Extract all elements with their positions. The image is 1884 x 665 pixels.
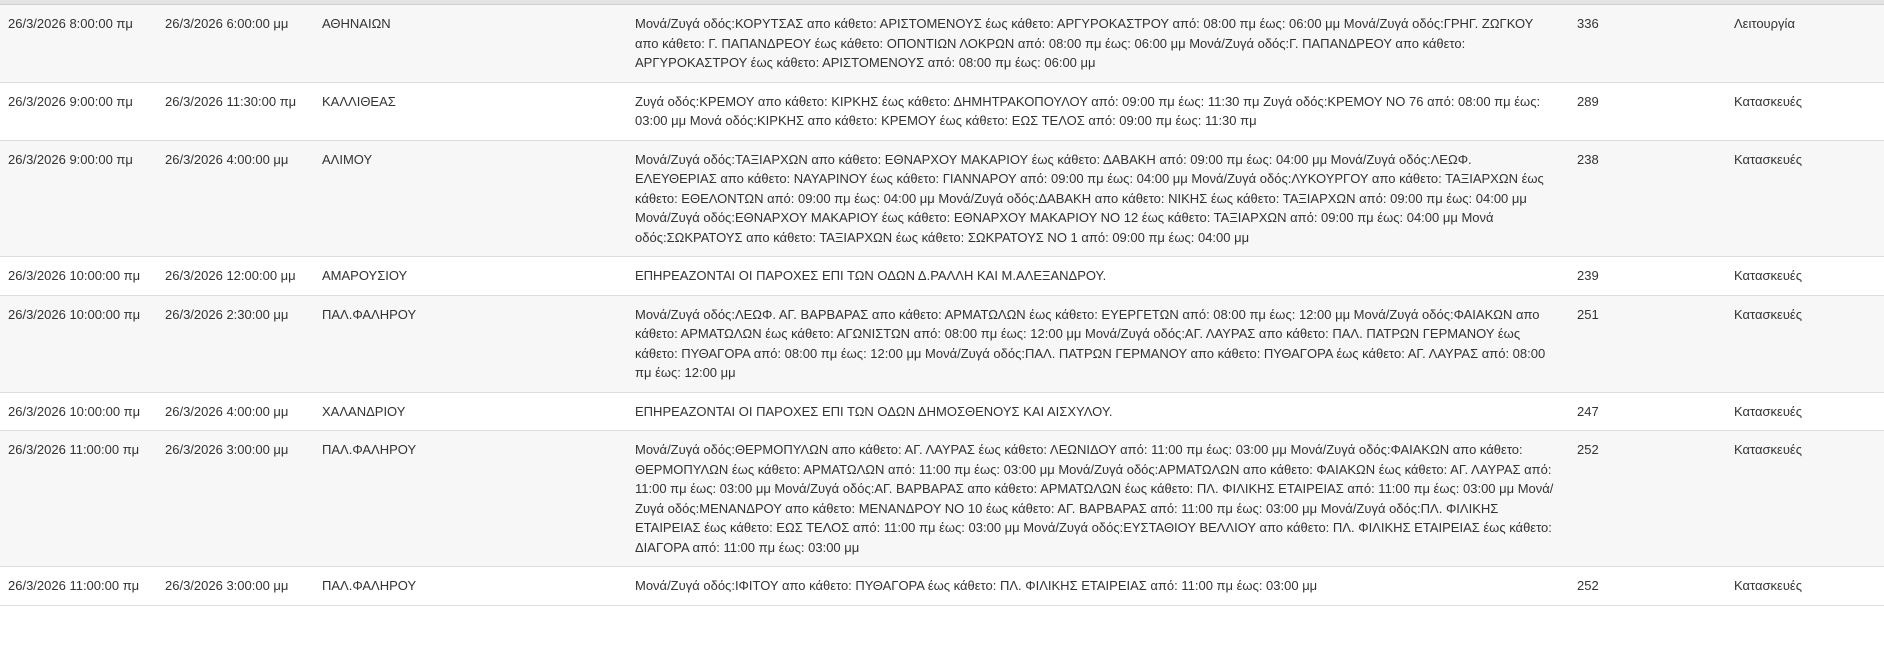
- cell-work-type: Κατασκευές: [1726, 140, 1884, 257]
- cell-start-datetime: 26/3/2026 10:00:00 πμ: [0, 392, 157, 431]
- cell-end-datetime: 26/3/2026 4:00:00 μμ: [157, 140, 314, 257]
- cell-municipality: ΠΑΛ.ΦΑΛΗΡΟΥ: [314, 295, 627, 392]
- table-row: [0, 392, 1884, 431]
- table-row: [0, 82, 1884, 140]
- table-row: [0, 431, 1884, 567]
- cell-announcement-number: 247: [1569, 392, 1726, 431]
- cell-end-datetime: 26/3/2026 6:00:00 μμ: [157, 5, 314, 82]
- table-row: [0, 567, 1884, 606]
- cell-affected-streets: Μονά/Ζυγά οδός:ΘΕΡΜΟΠΥΛΩΝ απο κάθετο: ΑΓ. ΛΑΥΡΑΣ έως κάθετο: ΛΕΩΝΙΔΟΥ από: 11:00 πμ έως: 03:00 μμ Μονά/Ζυγά οδός:ΦΑΙΑΚΩΝ απο κάθετο: ΘΕΡΜΟΠΥΛΩΝ έως κάθετο: ΑΡΜΑΤΩΛΩΝ από: 11:00 πμ έως: 03:00 μμ Μονά/Ζυγά οδός:ΑΡΜΑΤΩΛΩΝ απο κάθετο: ΦΑΙΑΚΩΝ έως κάθετο: ΑΓ. ΛΑΥΡΑΣ από: 11:00 πμ έως: 03:00 μμ Μονά/Ζυγά οδός:ΑΓ. ΒΑΡΒΑΡΑΣ απο κάθετο: ΑΡΜΑΤΩΛΩΝ έως κάθετο: ΠΛ. ΦΙΛΙΚΗΣ ΕΤΑΙΡΕΙΑΣ από: 11:00 πμ έως: 03:00 μμ Μονά/Ζυγά οδός:ΜΕΝΑΝΔΡΟΥ απο κάθετο: ΜΕΝΑΝΔΡΟΥ ΝΟ 10 έως κάθετο: ΑΓ. ΒΑΡΒΑΡΑΣ από: 11:00 πμ έως: 03:00 μμ Μονά/Ζυγά οδός:ΠΛ. ΦΙΛΙΚΗΣ ΕΤΑΙΡΕΙΑΣ έως κάθετο: ΕΩΣ ΤΕΛΟΣ από: 11:00 πμ έως: 03:00 μμ Μονά/Ζυγά οδός:ΕΥΣΤΑΘΙΟΥ ΒΕΛΛΙΟΥ απο κάθετο: ΠΛ. ΦΙΛΙΚΗΣ ΕΤΑΙΡΕΙΑΣ έως κάθετο: ΔΙΑΓΟΡΑ από: 11:00 πμ έως: 03:00 μμ: [627, 431, 1569, 567]
- cell-municipality: ΑΛΙΜΟΥ: [314, 140, 627, 257]
- cell-work-type: Κατασκευές: [1726, 295, 1884, 392]
- cell-announcement-number: 252: [1569, 567, 1726, 606]
- cell-announcement-number: 252: [1569, 431, 1726, 567]
- cell-start-datetime: 26/3/2026 9:00:00 πμ: [0, 140, 157, 257]
- cell-start-datetime: 26/3/2026 8:00:00 πμ: [0, 5, 157, 82]
- table-row: [0, 295, 1884, 392]
- cell-end-datetime: 26/3/2026 2:30:00 μμ: [157, 295, 314, 392]
- cell-announcement-number: 289: [1569, 82, 1726, 140]
- outages-table-body: [0, 5, 1884, 605]
- cell-affected-streets: Ζυγά οδός:ΚΡΕΜΟΥ απο κάθετο: ΚΙΡΚΗΣ έως κάθετο: ΔΗΜΗΤΡΑΚΟΠΟΥΛΟΥ από: 09:00 πμ έως: 11:30 πμ Ζυγά οδός:ΚΡΕΜΟΥ ΝΟ 76 από: 08:00 πμ έως: 03:00 μμ Μονά οδός:ΚΙΡΚΗΣ απο κάθετο: ΚΡΕΜΟΥ έως κάθετο: ΕΩΣ ΤΕΛΟΣ από: 09:00 πμ έως: 11:30 πμ: [627, 82, 1569, 140]
- cell-municipality: ΑΜΑΡΟΥΣΙΟΥ: [314, 257, 627, 296]
- cell-municipality: ΠΑΛ.ΦΑΛΗΡΟΥ: [314, 567, 627, 606]
- cell-work-type: Λειτουργία: [1726, 5, 1884, 82]
- cell-start-datetime: 26/3/2026 11:00:00 πμ: [0, 431, 157, 567]
- cell-affected-streets: Μονά/Ζυγά οδός:ΙΦΙΤΟΥ απο κάθετο: ΠΥΘΑΓΟΡΑ έως κάθετο: ΠΛ. ΦΙΛΙΚΗΣ ΕΤΑΙΡΕΙΑΣ από: 11:00 πμ έως: 03:00 μμ: [627, 567, 1569, 606]
- cell-announcement-number: 251: [1569, 295, 1726, 392]
- table-row: [0, 140, 1884, 257]
- cell-municipality: ΠΑΛ.ΦΑΛΗΡΟΥ: [314, 431, 627, 567]
- outages-table: [0, 5, 1884, 606]
- cell-affected-streets: Μονά/Ζυγά οδός:ΛΕΩΦ. ΑΓ. ΒΑΡΒΑΡΑΣ απο κάθετο: ΑΡΜΑΤΩΛΩΝ έως κάθετο: ΕΥΕΡΓΕΤΩΝ από: 08:00 πμ έως: 12:00 μμ Μονά/Ζυγά οδός:ΦΑΙΑΚΩΝ απο κάθετο: ΑΡΜΑΤΩΛΩΝ έως κάθετο: ΑΓΩΝΙΣΤΩΝ από: 08:00 πμ έως: 12:00 μμ Μονά/Ζυγά οδός:ΑΓ. ΛΑΥΡΑΣ απο κάθετο: ΠΑΛ. ΠΑΤΡΩΝ ΓΕΡΜΑΝΟΥ έως κάθετο: ΠΥΘΑΓΟΡΑ από: 08:00 πμ έως: 12:00 μμ Μονά/Ζυγά οδός:ΠΑΛ. ΠΑΤΡΩΝ ΓΕΡΜΑΝΟΥ απο κάθετο: ΠΥΘΑΓΟΡΑ έως κάθετο: ΑΓ. ΛΑΥΡΑΣ από: 08:00 πμ έως: 12:00 μμ: [627, 295, 1569, 392]
- cell-start-datetime: 26/3/2026 11:00:00 πμ: [0, 567, 157, 606]
- cell-start-datetime: 26/3/2026 10:00:00 πμ: [0, 257, 157, 296]
- cell-end-datetime: 26/3/2026 11:30:00 πμ: [157, 82, 314, 140]
- cell-work-type: Κατασκευές: [1726, 82, 1884, 140]
- cell-work-type: Κατασκευές: [1726, 392, 1884, 431]
- cell-municipality: ΚΑΛΛΙΘΕΑΣ: [314, 82, 627, 140]
- cell-end-datetime: 26/3/2026 12:00:00 μμ: [157, 257, 314, 296]
- cell-municipality: ΧΑΛΑΝΔΡΙΟΥ: [314, 392, 627, 431]
- cell-end-datetime: 26/3/2026 3:00:00 μμ: [157, 431, 314, 567]
- cell-work-type: Κατασκευές: [1726, 567, 1884, 606]
- cell-end-datetime: 26/3/2026 4:00:00 μμ: [157, 392, 314, 431]
- cell-end-datetime: 26/3/2026 3:00:00 μμ: [157, 567, 314, 606]
- table-row: [0, 257, 1884, 296]
- table-row: [0, 5, 1884, 82]
- cell-announcement-number: 238: [1569, 140, 1726, 257]
- cell-municipality: ΑΘΗΝΑΙΩΝ: [314, 5, 627, 82]
- cell-announcement-number: 239: [1569, 257, 1726, 296]
- cell-affected-streets: ΕΠΗΡΕΑΖΟΝΤΑΙ ΟΙ ΠΑΡΟΧΕΣ ΕΠΙ ΤΩΝ ΟΔΩΝ Δ.ΡΑΛΛΗ ΚΑΙ Μ.ΑΛΕΞΑΝΔΡΟΥ.: [627, 257, 1569, 296]
- cell-start-datetime: 26/3/2026 9:00:00 πμ: [0, 82, 157, 140]
- cell-affected-streets: Μονά/Ζυγά οδός:ΤΑΞΙΑΡΧΩΝ απο κάθετο: ΕΘΝΑΡΧΟΥ ΜΑΚΑΡΙΟΥ έως κάθετο: ΔΑΒΑΚΗ από: 09:00 πμ έως: 04:00 μμ Μονά/Ζυγά οδός:ΛΕΩΦ. ΕΛΕΥΘΕΡΙΑΣ απο κάθετο: ΝΑΥΑΡΙΝΟΥ έως κάθετο: ΓΙΑΝΝΑΡΟΥ από: 09:00 πμ έως: 04:00 μμ Μονά/Ζυγά οδός:ΛΥΚΟΥΡΓΟΥ απο κάθετο: ΤΑΞΙΑΡΧΩΝ έως κάθετο: ΕΘΕΛΟΝΤΩΝ από: 09:00 πμ έως: 04:00 μμ Μονά/Ζυγά οδός:ΔΑΒΑΚΗ απο κάθετο: ΝΙΚΗΣ έως κάθετο: ΤΑΞΙΑΡΧΩΝ από: 09:00 πμ έως: 04:00 μμ Μονά/Ζυγά οδός:ΕΘΝΑΡΧΟΥ ΜΑΚΑΡΙΟΥ έως κάθετο: ΕΘΝΑΡΧΟΥ ΜΑΚΑΡΙΟΥ ΝΟ 12 έως κάθετο: ΤΑΞΙΑΡΧΩΝ από: 09:00 πμ έως: 04:00 μμ Μονά οδός:ΣΩΚΡΑΤΟΥΣ απο κάθετο: ΤΑΞΙΑΡΧΩΝ έως κάθετο: ΣΩΚΡΑΤΟΥΣ ΝΟ 1 από: 09:00 πμ έως: 04:00 μμ: [627, 140, 1569, 257]
- cell-work-type: Κατασκευές: [1726, 431, 1884, 567]
- cell-start-datetime: 26/3/2026 10:00:00 πμ: [0, 295, 157, 392]
- cell-affected-streets: ΕΠΗΡΕΑΖΟΝΤΑΙ ΟΙ ΠΑΡΟΧΕΣ ΕΠΙ ΤΩΝ ΟΔΩΝ ΔΗΜΟΣΘΕΝΟΥΣ ΚΑΙ ΑΙΣΧΥΛΟΥ.: [627, 392, 1569, 431]
- cell-affected-streets: Μονά/Ζυγά οδός:ΚΟΡΥΤΣΑΣ απο κάθετο: ΑΡΙΣΤΟΜΕΝΟΥΣ έως κάθετο: ΑΡΓΥΡΟΚΑΣΤΡΟΥ από: 08:00 πμ έως: 06:00 μμ Μονά/Ζυγά οδός:ΓΡΗΓ. ΖΩΓΚΟΥ απο κάθετο: Γ. ΠΑΠΑΝΔΡΕΟΥ έως κάθετο: ΟΠΟΝΤΙΩΝ ΛΟΚΡΩΝ από: 08:00 πμ έως: 06:00 μμ Μονά/Ζυγά οδός:Γ. ΠΑΠΑΝΔΡΕΟΥ απο κάθετο: ΑΡΓΥΡΟΚΑΣΤΡΟΥ έως κάθετο: ΑΡΙΣΤΟΜΕΝΟΥΣ από: 08:00 πμ έως: 06:00 μμ: [627, 5, 1569, 82]
- cell-announcement-number: 336: [1569, 5, 1726, 82]
- cell-work-type: Κατασκευές: [1726, 257, 1884, 296]
